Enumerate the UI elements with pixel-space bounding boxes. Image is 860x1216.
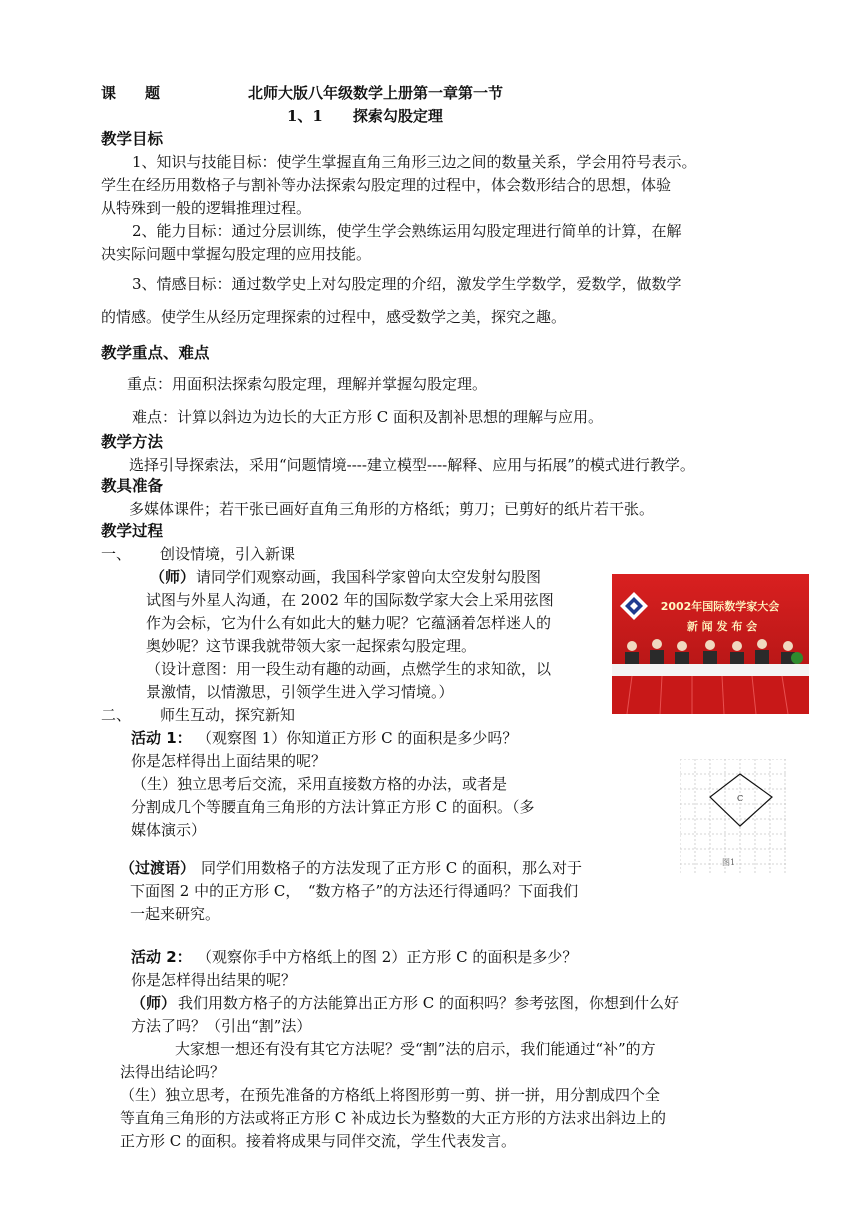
label-ke: 课 [101, 84, 117, 102]
label-ti: 题 [145, 84, 161, 102]
activity-1-label: 活动 1： [131, 729, 192, 747]
conference-photo [612, 574, 809, 714]
goals-heading: 教学目标 [101, 130, 164, 148]
section-1-number: 一、 [101, 545, 132, 563]
method-text: 选择引导探索法，采用“问题情境----建立模型----解释、应用与拓展”的模式进行教学。 [129, 456, 695, 474]
method-heading: 教学方法 [101, 433, 164, 451]
activity-2-teacher-1: 我们用数方格子的方法能算出正方形 C 的面积吗？参考弦图，你想到什么好 [178, 994, 680, 1012]
goal-3-line-a: 3、情感目标：通过数学史上对勾股定理的介绍，激发学生学数学，爱数学，做数学 [132, 275, 682, 293]
figure-1-grid [680, 759, 787, 875]
figure-1-caption: 图1 [722, 858, 736, 867]
section-1-para-2: 试图与外星人沟通，在 2002 年的国际数学家大会上采用弦图 [146, 591, 554, 609]
activity-2-teacher-2: 方法了吗？（引出“割”法） [131, 1017, 312, 1035]
keypoints-heading: 教学重点、难点 [101, 344, 210, 362]
process-heading: 教学过程 [101, 522, 164, 540]
activity-2-teacher-4: 法得出结论吗？ [120, 1063, 226, 1081]
activity-2-label: 活动 2： [131, 948, 192, 966]
tools-text: 多媒体课件；若干张已画好直角三角形的方格纸；剪刀；已剪好的纸片若干张。 [129, 500, 655, 518]
lesson-title: 1、1 探索勾股定理 [287, 107, 443, 125]
activity-2-student-1: （生）独立思考，在预先准备的方格纸上将图形剪一剪、拼一拼，用分割成四个全 [120, 1086, 661, 1104]
activity-2-question: （观察你手中方格纸上的图 2）正方形 C 的面积是多少？ [197, 948, 578, 966]
goal-3-line-b: 的情感。使学生从经历定理探索的过程中，感受数学之美，探究之趣。 [101, 308, 567, 326]
banner-line-1: 2002年国际数学家大会 [660, 600, 780, 613]
goal-2-line-b: 决实际问题中掌握勾股定理的应用技能。 [101, 245, 372, 263]
section-2-title: 师生互动，探究新知 [160, 706, 296, 724]
goal-1-line-a: 1、知识与技能目标：使学生掌握直角三角形三边之间的数量关系，学会用符号表示。 [132, 153, 697, 171]
activity-1-student-1: （生）独立思考后交流，采用直接数方格的办法，或者是 [132, 775, 508, 793]
transition-line-1: 同学们用数格子的方法发现了正方形 C 的面积，那么对于 [201, 859, 583, 877]
course-title: 北师大版八年级数学上册第一章第一节 [248, 84, 504, 102]
activity-2-teacher-3: 大家想一想还有没有其它方法呢？受“割”法的启示，我们能通过“补”的方 [175, 1040, 656, 1058]
transition-line-2: 下面图 2 中的正方形 C， “数方格子”的方法还行得通吗？下面我们 [130, 882, 579, 900]
design-intent-1: （设计意图：用一段生动有趣的动画，点燃学生的求知欲，以 [146, 660, 552, 678]
square-c-label: C [737, 794, 744, 803]
transition-label: （过渡语） [120, 859, 196, 877]
activity-1-question: （观察图 1）你知道正方形 C 的面积是多少吗？ [197, 729, 518, 747]
teacher-label-2: （师） [131, 994, 177, 1012]
activity-2-question-2: 你是怎样得出结果的呢？ [131, 971, 297, 989]
section-1-para-4: 奥妙呢？这节课我就带领大家一起探索勾股定理。 [146, 637, 477, 655]
activity-1-student-3: 媒体演示） [131, 821, 207, 839]
activity-2-student-2: 等直角三角形的方法或将正方形 C 补成边长为整数的大正方形的方法求出斜边上的 [120, 1109, 667, 1127]
design-intent-2: 景激情，以情激思，引领学生进入学习情境。） [146, 683, 454, 701]
activity-1-question-2: 你是怎样得出上面结果的呢？ [131, 752, 327, 770]
difficulty-text: 难点：计算以斜边为边长的大正方形 C 面积及割补思想的理解与应用。 [132, 408, 604, 426]
section-2-number: 二、 [101, 706, 132, 724]
goal-1-line-c: 从特殊到一般的逻辑推理过程。 [101, 199, 312, 217]
transition-line-3: 一起来研究。 [130, 905, 221, 923]
section-1-para-3: 作为会标，它为什么有如此大的魅力呢？它蕴涵着怎样迷人的 [146, 614, 552, 632]
goal-2-line-a: 2、能力目标：通过分层训练，使学生学会熟练运用勾股定理进行简单的计算，在解 [132, 222, 682, 240]
goal-1-line-b: 学生在经历用数格子与割补等办法探索勾股定理的过程中，体会数形结合的思想，体验 [101, 176, 672, 194]
tools-heading: 教具准备 [101, 477, 164, 495]
section-1-title: 创设情境，引入新课 [160, 545, 296, 563]
activity-1-student-2: 分割成几个等腰直角三角形的方法计算正方形 C 的面积。（多 [131, 798, 535, 816]
teacher-label-1: （师） [150, 568, 196, 586]
section-1-para-1: 请同学们观察动画，我国科学家曾向太空发射勾股图 [196, 568, 542, 586]
activity-2-student-3: 正方形 C 的面积。接着将成果与同伴交流，学生代表发言。 [120, 1132, 517, 1150]
focus-text: 重点：用面积法探索勾股定理，理解并掌握勾股定理。 [127, 375, 488, 393]
banner-line-2: 新 闻 发 布 会 [686, 620, 758, 633]
